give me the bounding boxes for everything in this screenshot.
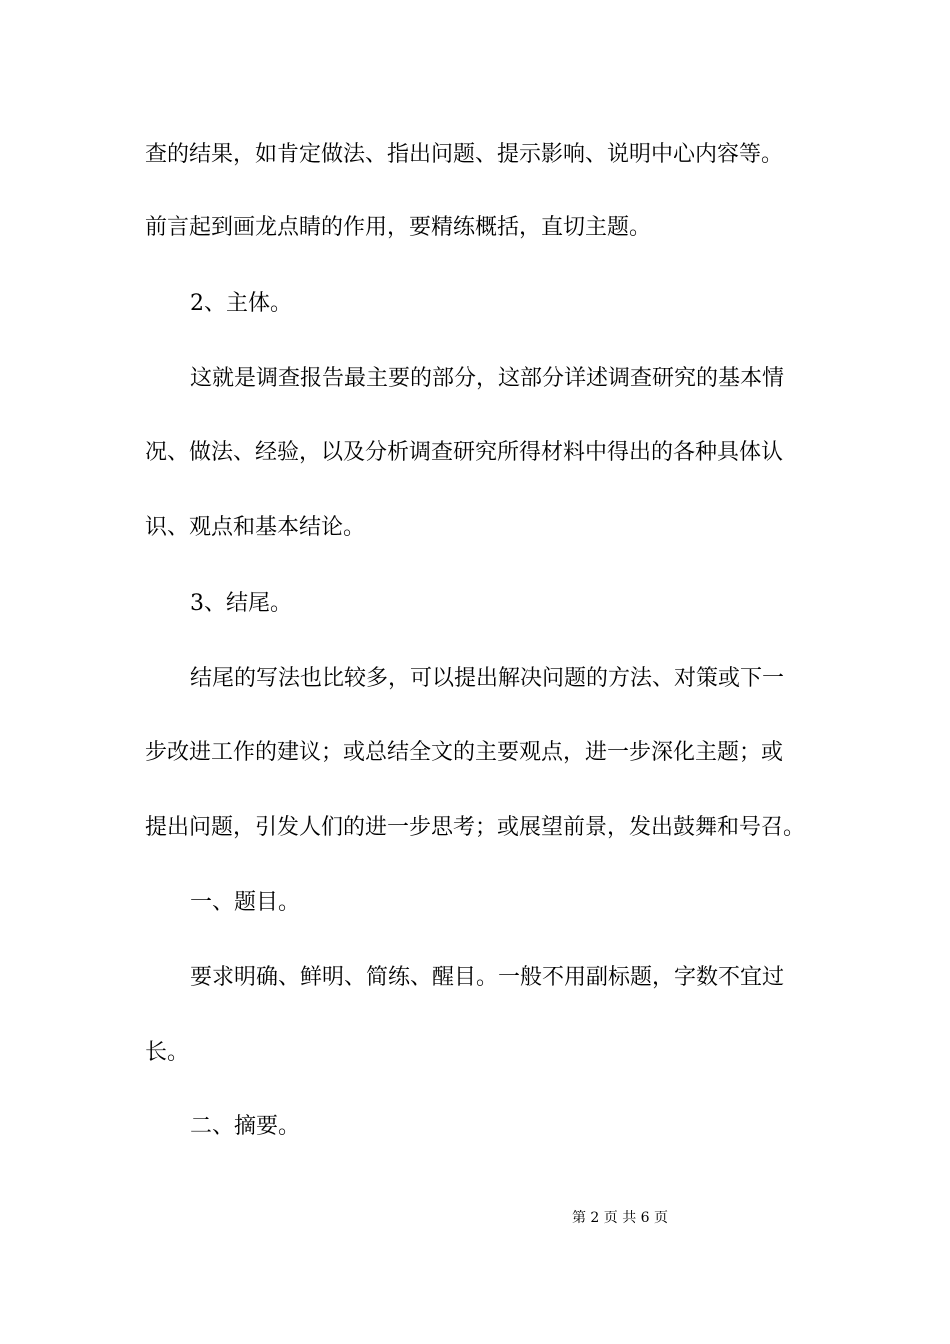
page-number-footer: 第 2 页 共 6 页: [571, 1210, 669, 1226]
section-heading-title: 一、题目。: [190, 890, 301, 915]
paragraph-main-body-line-2: 况、做法、经验，以及分析调查研究所得材料中得出的各种具体认: [145, 440, 784, 465]
section-heading-ending: 3、结尾。: [190, 591, 292, 616]
text-line-2: 前言起到画龙点睛的作用，要精练概括，直切主题。: [145, 215, 652, 240]
paragraph-title-line-1: 要求明确、鲜明、简练、醒目。一般不用副标题，字数不宜过: [190, 965, 785, 990]
section-heading-abstract: 二、摘要。: [190, 1114, 301, 1139]
paragraph-main-body-line-3: 识、观点和基本结论。: [145, 515, 366, 540]
paragraph-main-body-line-1: 这就是调查报告最主要的部分，这部分详述调查研究的基本情: [190, 366, 785, 391]
text-line-1: 查的结果，如肯定做法、指出问题、提示影响、说明中心内容等。: [145, 142, 784, 167]
paragraph-ending-line-3: 提出问题，引发人们的进一步思考；或展望前景，发出鼓舞和号召。: [145, 815, 806, 840]
paragraph-ending-line-1: 结尾的写法也比较多，可以提出解决问题的方法、对策或下一: [190, 666, 785, 691]
paragraph-title-line-2: 长。: [145, 1040, 190, 1065]
section-heading-main-body: 2、主体。: [190, 291, 292, 316]
paragraph-ending-line-2: 步改进工作的建议；或总结全文的主要观点，进一步深化主题；或: [145, 740, 784, 765]
